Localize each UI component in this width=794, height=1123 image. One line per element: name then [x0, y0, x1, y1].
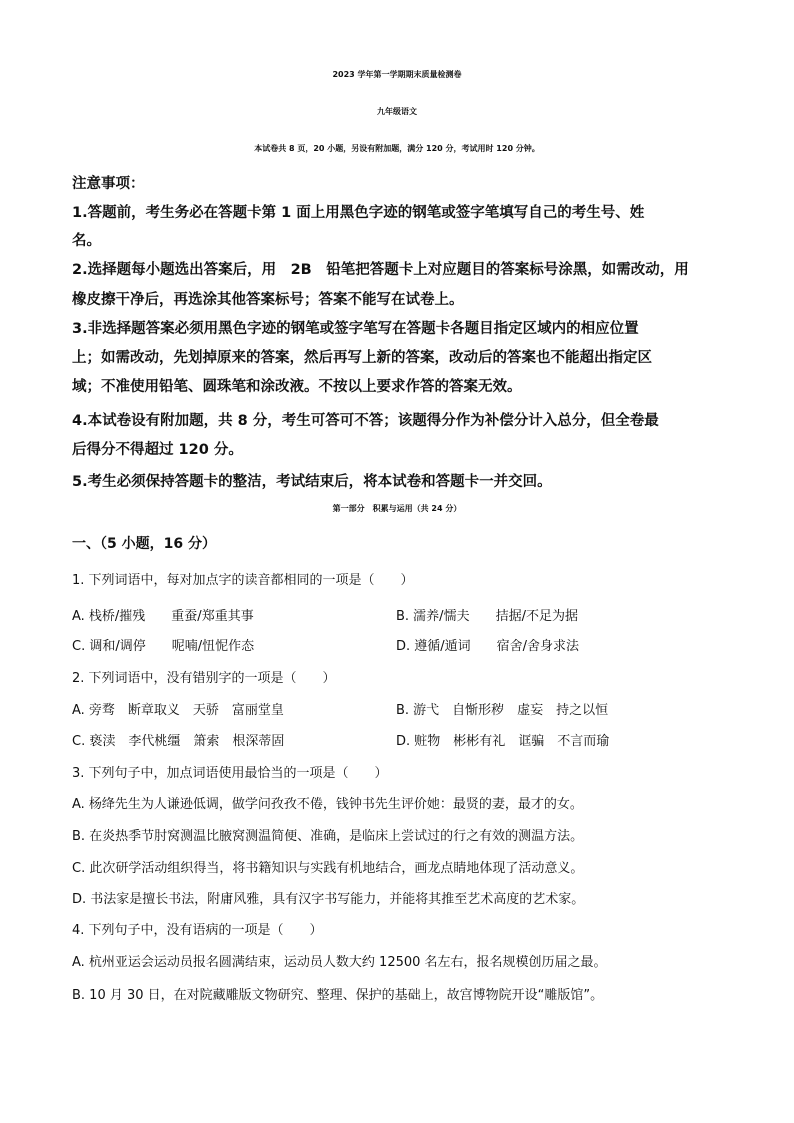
- question-2-option-c: C. 亵渎 李代桃缰 箫索 根深蒂固: [72, 734, 285, 749]
- question-4-stem: 4. 下列句子中，没有语病的一项是（ ）: [72, 923, 323, 938]
- part-title: 第一部分 积累与运用（共 24 分）: [332, 504, 462, 513]
- question-1-option-c: C. 调和/调停 呢喃/忸怩作态: [72, 639, 255, 654]
- question-4-option-a: A. 杭州亚运会运动员报名圆满结束，运动员人数大约 12500 名左右，报名规模创历届之最。: [72, 955, 607, 970]
- question-1-option-d: D. 遵循/遁词 宿舍/舍身求法: [396, 639, 580, 654]
- exam-info: 本试卷共 8 页，20 小题，另设有附加题，满分 120 分，考试用时 120 分钟。: [254, 144, 540, 153]
- question-3-option-d: D. 书法家是擅长书法，附庸风雅，具有汉字书写能力，并能将其推至艺术高度的艺术家。: [72, 892, 585, 907]
- question-1-stem: 1. 下列词语中，每对加点字的读音都相同的一项是（ ）: [72, 573, 414, 588]
- question-1-option-b: B. 濡养/懦夫 拮据/不足为据: [396, 609, 578, 624]
- question-4-option-b: B. 10 月 30 日，在对院藏雕版文物研究、整理、保护的基础上，故宫博物院开设“雕版馆”。: [72, 988, 604, 1003]
- question-2-option-b: B. 游弋 自惭形秽 虚妄 持之以恒: [396, 703, 609, 718]
- notes-line: 5.考生必须保持答题卡的整洁，考试结束后，将本试卷和答题卡一并交回。: [72, 474, 552, 490]
- notes-line: 1.答题前，考生务必在答题卡第 1 面上用黑色字迹的钢笔或签字笔填写自己的考生号、姓: [72, 205, 645, 221]
- question-1-option-a: A. 栈桥/摧残 重蚕/郑重其事: [72, 609, 254, 624]
- notes-line: 域；不准使用铅笔、圆珠笔和涂改液。不按以上要求作答的答案无效。: [72, 379, 522, 395]
- question-3-option-a: A. 杨绛先生为人谦逊低调，做学问孜孜不倦，钱钟书先生评价她：最贤的妻，最才的女。: [72, 797, 583, 812]
- notes-line: 4.本试卷设有附加题，共 8 分，考生可答可不答；该题得分作为补偿分计入总分，但全卷最: [72, 413, 659, 429]
- notes-line: 2.选择题每小题选出答案后，用 2B 铅笔把答题卡上对应题目的答案标号涂黑，如需改动，用: [72, 262, 689, 278]
- question-2-stem: 2. 下列词语中，没有错别字的一项是（ ）: [72, 671, 336, 686]
- notes-line: 名。: [72, 233, 101, 249]
- question-3-option-b: B. 在炎热季节肘窝测温比腋窝测温简便、准确，是临床上尝试过的行之有效的测温方法。: [72, 829, 584, 844]
- notes-line: 橡皮擦干净后，再选涂其他答案标号；答案不能写在试卷上。: [72, 292, 464, 308]
- question-3-option-c: C. 此次研学活动组织得当，将书籍知识与实践有机地结合，画龙点睛地体现了活动意义。: [72, 861, 584, 876]
- exam-subject: 九年级语文: [377, 107, 417, 116]
- exam-title: 2023 学年第一学期期末质量检测卷: [332, 70, 462, 79]
- notes-heading: 注意事项：: [72, 176, 145, 192]
- notes-line: 后得分不得超过 120 分。: [72, 442, 243, 458]
- question-3-stem: 3. 下列句子中，加点词语使用最恰当的一项是（ ）: [72, 766, 388, 781]
- notes-line: 上；如需改动，先划掉原来的答案，然后再写上新的答案，改动后的答案也不能超出指定区: [72, 350, 652, 366]
- notes-line: 3.非选择题答案必须用黑色字迹的钢笔或签字笔写在答题卡各题目指定区域内的相应位置: [72, 321, 639, 337]
- question-2-option-d: D. 赃物 彬彬有礼 诓骗 不言而瑜: [396, 734, 610, 749]
- section-heading: 一、（5 小题，16 分）: [72, 536, 216, 552]
- question-2-option-a: A. 旁骛 断章取义 天骄 富丽堂皇: [72, 703, 284, 718]
